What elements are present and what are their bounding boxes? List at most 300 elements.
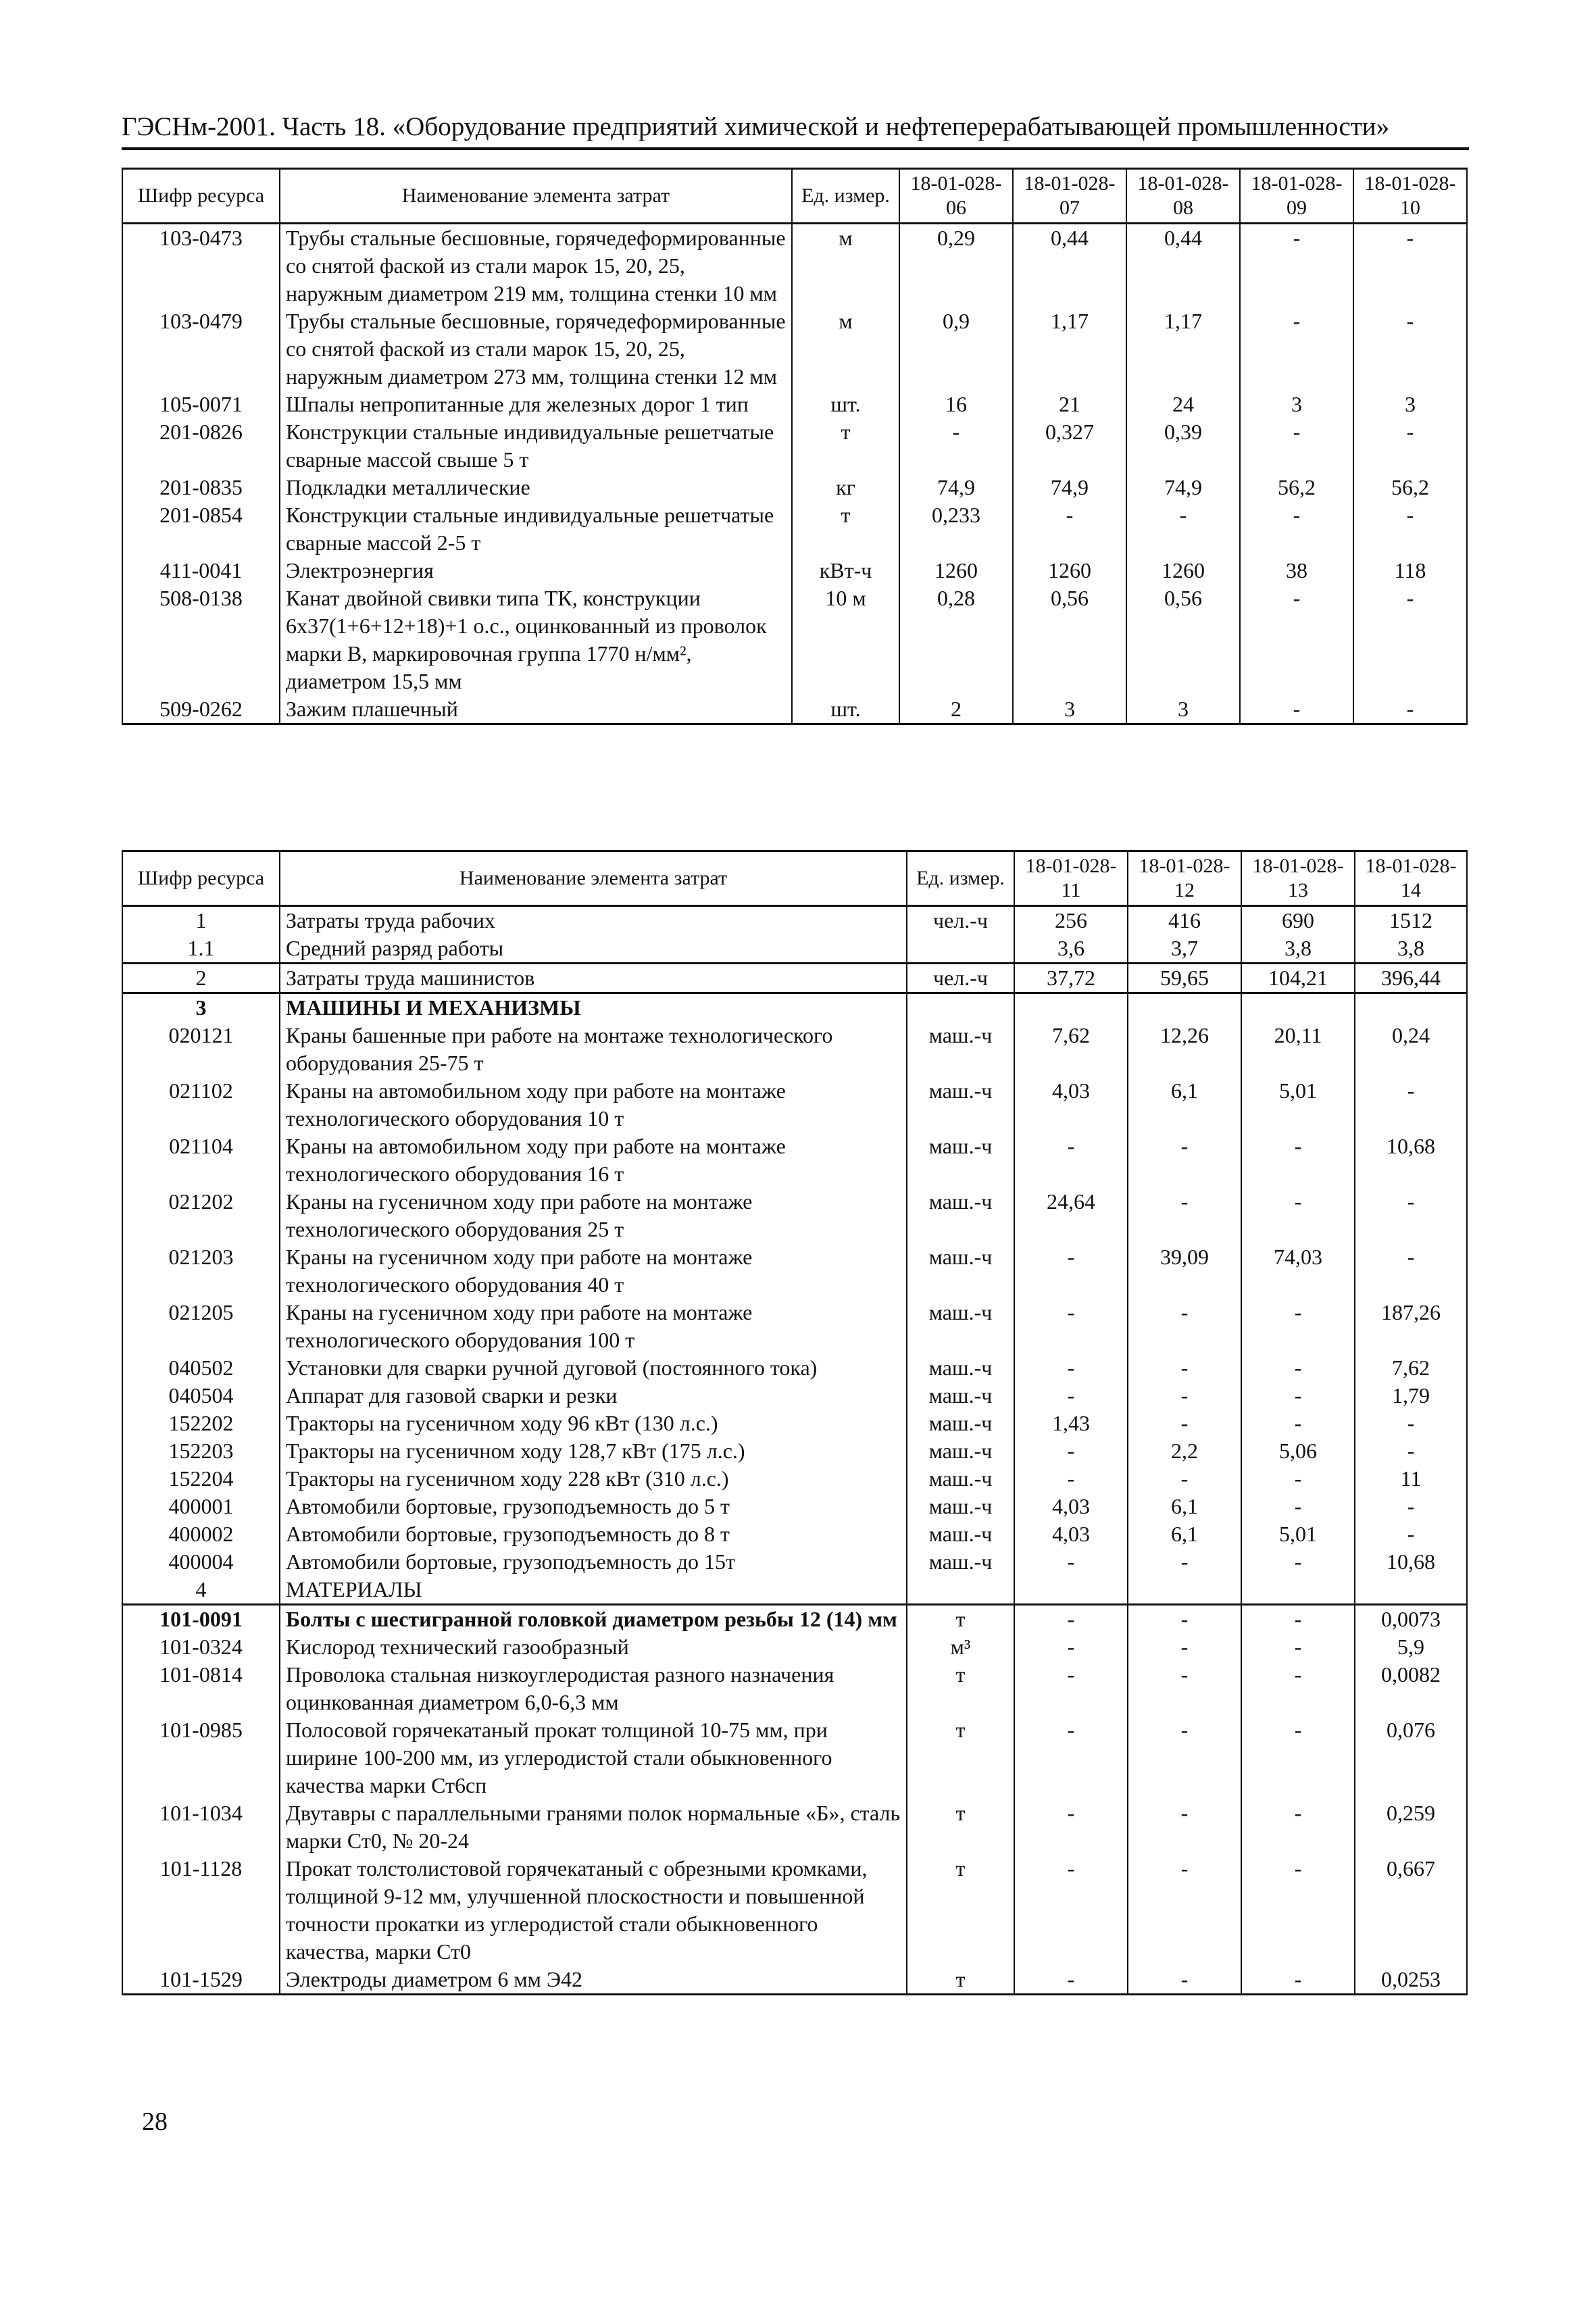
value-cell: - [1014, 1966, 1128, 1995]
table-row [122, 557, 1467, 584]
value-cell: - [1128, 1855, 1241, 1966]
resource-code: 040504 [122, 1382, 280, 1410]
value-cell: - [1241, 1855, 1355, 1966]
value-cell: - [1014, 1661, 1128, 1716]
resource-name: Тракторы на гусеничном ходу 96 кВт (130 л.с.) [280, 1410, 907, 1437]
unit-cell [907, 1576, 1014, 1605]
value-cell: - [1014, 1437, 1128, 1465]
resource-code: 152203 [122, 1437, 280, 1465]
value-cell: - [1241, 1410, 1355, 1437]
resource-code: 021104 [122, 1132, 280, 1188]
value-cell [1014, 1576, 1128, 1605]
page-number: 28 [142, 2108, 168, 2136]
unit-cell: кВт-ч [792, 557, 899, 584]
value-cell: - [1126, 501, 1240, 557]
value-cell: 1260 [1126, 557, 1240, 584]
resource-name: Тракторы на гусеничном ходу 228 кВт (310 л.с.) [280, 1465, 907, 1493]
unit-cell: маш.-ч [907, 1465, 1014, 1493]
table-row [122, 418, 1467, 474]
resources-table-1 [122, 168, 1468, 725]
value-cell: 1,17 [1013, 307, 1126, 391]
value-cell: 16 [899, 391, 1013, 418]
resource-name: Краны на автомобильном ходу при работе на монтаже технологического оборудования 16 т [280, 1132, 907, 1188]
value-cell: - [1353, 695, 1467, 724]
value-cell: 6,1 [1128, 1493, 1241, 1520]
unit-cell: маш.-ч [907, 1077, 1014, 1132]
value-cell: 5,01 [1241, 1077, 1355, 1132]
unit-cell: т [907, 1716, 1014, 1799]
unit-cell: т [792, 501, 899, 557]
table-row [122, 307, 1467, 391]
table-row [122, 1243, 1467, 1299]
unit-cell: шт. [792, 695, 899, 724]
unit-cell [907, 993, 1014, 1022]
col-header-code: Шифр ресурса [122, 851, 280, 906]
value-cell: 0,0073 [1355, 1605, 1467, 1634]
value-cell: 3,7 [1128, 935, 1241, 964]
value-cell: 6,1 [1128, 1077, 1241, 1132]
value-cell: 0,24 [1355, 1022, 1467, 1077]
value-cell: 7,62 [1014, 1022, 1128, 1077]
unit-cell: т [907, 1605, 1014, 1634]
unit-cell: т [907, 1966, 1014, 1995]
value-cell: - [1355, 1077, 1467, 1132]
unit-cell: м³ [907, 1633, 1014, 1661]
resource-code: 1 [122, 906, 280, 935]
resource-name: Конструкции стальные индивидуальные решетчатые сварные массой свыше 5 т [280, 418, 792, 474]
resource-code: 2 [122, 964, 280, 993]
table-row [122, 391, 1467, 418]
value-cell: - [1014, 1799, 1128, 1855]
value-cell: - [1240, 695, 1353, 724]
unit-cell: маш.-ч [907, 1243, 1014, 1299]
resource-code: 101-1034 [122, 1799, 280, 1855]
resource-name: Аппарат для газовой сварки и резки [280, 1382, 907, 1410]
value-cell: - [1013, 501, 1126, 557]
value-cell: 1260 [899, 557, 1013, 584]
value-cell: 24 [1126, 391, 1240, 418]
table-row [122, 1299, 1467, 1354]
resource-name: Краны на гусеничном ходу при работе на монтаже технологического оборудования 100 т [280, 1299, 907, 1354]
value-cell: - [1240, 307, 1353, 391]
value-cell: - [1241, 1382, 1355, 1410]
page-header: ГЭСНм-2001. Часть 18. «Оборудование предприятий химической и нефтеперерабатывающей промышленности» [122, 107, 1469, 150]
value-cell: 187,26 [1355, 1299, 1467, 1354]
table-row [122, 1132, 1467, 1188]
col-header-unit: Ед. измер. [792, 169, 899, 224]
col-header-name: Наименование элемента затрат [280, 851, 907, 906]
value-cell: 0,29 [899, 224, 1013, 308]
unit-cell: чел.-ч [907, 906, 1014, 935]
value-cell: - [1128, 1188, 1241, 1243]
resource-code: 152202 [122, 1410, 280, 1437]
resource-name: Трубы стальные бесшовные, горячедеформированные со снятой фаской из стали марок 15, 20, 25, наружным диаметром 273 мм, толщина стенки 12 мм [280, 307, 792, 391]
table-row [122, 993, 1467, 1022]
unit-cell [907, 935, 1014, 964]
value-cell: 0,28 [899, 584, 1013, 695]
unit-cell: маш.-ч [907, 1022, 1014, 1077]
resource-code: 201-0854 [122, 501, 280, 557]
value-cell: 37,72 [1014, 964, 1128, 993]
value-cell: 3 [1353, 391, 1467, 418]
unit-cell: м [792, 307, 899, 391]
value-cell: 104,21 [1241, 964, 1355, 993]
col-header-value: 18-01-028-06 [899, 169, 1013, 224]
value-cell: 256 [1014, 906, 1128, 935]
resource-code: 4 [122, 1576, 280, 1605]
table-row [122, 501, 1467, 557]
unit-cell: кг [792, 474, 899, 501]
section-heading: МАШИНЫ И МЕХАНИЗМЫ [280, 993, 907, 1022]
value-cell: - [1014, 1716, 1128, 1799]
value-cell: 59,65 [1128, 964, 1241, 993]
value-cell: 0,44 [1013, 224, 1126, 308]
resource-name: Трубы стальные бесшовные, горячедеформированные со снятой фаской из стали марок 15, 20, 25, наружным диаметром 219 мм, толщина стенки 10 мм [280, 224, 792, 308]
value-cell: - [1241, 1493, 1355, 1520]
value-cell: - [1128, 1661, 1241, 1716]
value-cell: - [1355, 1493, 1467, 1520]
value-cell: - [1353, 418, 1467, 474]
resource-name: Полосовой горячекатаный прокат толщиной 10-75 мм, при ширине 100-200 мм, из углеродистой стали обыкновенного качества марки Ст6сп [280, 1716, 907, 1799]
resource-code: 020121 [122, 1022, 280, 1077]
value-cell: 0,0253 [1355, 1966, 1467, 1995]
value-cell: 1512 [1355, 906, 1467, 935]
col-header-value: 18-01-028-07 [1013, 169, 1126, 224]
col-header-value: 18-01-028-10 [1353, 169, 1467, 224]
unit-cell: т [907, 1799, 1014, 1855]
unit-cell: т [907, 1855, 1014, 1966]
value-cell: 0,327 [1013, 418, 1126, 474]
value-cell: - [1128, 1716, 1241, 1799]
table-row [122, 935, 1467, 964]
unit-cell: маш.-ч [907, 1354, 1014, 1382]
value-cell: - [1128, 1548, 1241, 1576]
value-cell: - [1241, 1354, 1355, 1382]
col-header-value: 18-01-028-08 [1126, 169, 1240, 224]
value-cell: 12,26 [1128, 1022, 1241, 1077]
value-cell: - [1241, 1465, 1355, 1493]
table-row [122, 1382, 1467, 1410]
value-cell: 3,6 [1014, 935, 1128, 964]
value-cell: - [899, 418, 1013, 474]
resource-name: Прокат толстолистовой горячекатаный с обрезными кромками, толщиной 9-12 мм, улучшенной плоскостности и повышенной точности прокатки из углеродистой стали обыкновенного качества, марки Ст0 [280, 1855, 907, 1966]
unit-cell: маш.-ч [907, 1299, 1014, 1354]
value-cell: 0,56 [1013, 584, 1126, 695]
value-cell: 7,62 [1355, 1354, 1467, 1382]
table2-header-row [122, 851, 1467, 906]
value-cell: 1260 [1013, 557, 1126, 584]
value-cell: - [1014, 1465, 1128, 1493]
unit-cell: т [792, 418, 899, 474]
value-cell: 4,03 [1014, 1077, 1128, 1132]
value-cell: 3 [1240, 391, 1353, 418]
resource-name: Подкладки металлические [280, 474, 792, 501]
table-row [122, 964, 1467, 993]
col-header-value: 18-01-028-11 [1014, 851, 1128, 906]
value-cell: - [1241, 1661, 1355, 1716]
resource-name: Средний разряд работы [280, 935, 907, 964]
resource-code: 400004 [122, 1548, 280, 1576]
resource-name: Канат двойной свивки типа ТК, конструкции 6х37(1+6+12+18)+1 о.с., оцинкованный из проволок марки В, маркировочная группа 1770 н/мм², диаметром 15,5 мм [280, 584, 792, 695]
resource-code: 400001 [122, 1493, 280, 1520]
value-cell [1355, 1576, 1467, 1605]
value-cell: - [1128, 1966, 1241, 1995]
resource-name: Электроэнергия [280, 557, 792, 584]
value-cell: - [1241, 1966, 1355, 1995]
value-cell: 396,44 [1355, 964, 1467, 993]
value-cell: 0,259 [1355, 1799, 1467, 1855]
value-cell: 0,44 [1126, 224, 1240, 308]
value-cell: - [1353, 224, 1467, 308]
value-cell: 2,2 [1128, 1437, 1241, 1465]
unit-cell: 10 м [792, 584, 899, 695]
table-row [122, 1576, 1467, 1605]
table-row [122, 1022, 1467, 1077]
resource-name: Краны на гусеничном ходу при работе на монтаже технологического оборудования 25 т [280, 1188, 907, 1243]
value-cell [1128, 993, 1241, 1022]
value-cell: 74,03 [1241, 1243, 1355, 1299]
table-row [122, 1548, 1467, 1576]
value-cell: 416 [1128, 906, 1241, 935]
unit-cell: маш.-ч [907, 1437, 1014, 1465]
resource-code: 101-0324 [122, 1633, 280, 1661]
value-cell: - [1014, 1633, 1128, 1661]
value-cell: - [1128, 1799, 1241, 1855]
table-row [122, 1188, 1467, 1243]
value-cell: 56,2 [1240, 474, 1353, 501]
table-row [122, 1855, 1467, 1966]
table-row [122, 1633, 1467, 1661]
value-cell: - [1014, 1299, 1128, 1354]
resource-name: Тракторы на гусеничном ходу 128,7 кВт (175 л.с.) [280, 1437, 907, 1465]
table-row [122, 474, 1467, 501]
value-cell: - [1128, 1382, 1241, 1410]
table-row [122, 1966, 1467, 1995]
table1-header-row [122, 169, 1467, 224]
value-cell: - [1128, 1132, 1241, 1188]
unit-cell: маш.-ч [907, 1520, 1014, 1548]
table-row [122, 1077, 1467, 1132]
value-cell: 0,9 [899, 307, 1013, 391]
value-cell: - [1241, 1299, 1355, 1354]
resource-name: Затраты труда машинистов [280, 964, 907, 993]
table-row [122, 584, 1467, 695]
value-cell: 690 [1241, 906, 1355, 935]
value-cell: 74,9 [899, 474, 1013, 501]
value-cell: - [1014, 1354, 1128, 1382]
resource-code: 3 [122, 993, 280, 1022]
value-cell: - [1240, 501, 1353, 557]
value-cell: 5,01 [1241, 1520, 1355, 1548]
unit-cell: чел.-ч [907, 964, 1014, 993]
value-cell: 0,076 [1355, 1716, 1467, 1799]
value-cell: - [1014, 1548, 1128, 1576]
value-cell: - [1014, 1132, 1128, 1188]
value-cell: - [1353, 584, 1467, 695]
resource-code: 152204 [122, 1465, 280, 1493]
value-cell: 56,2 [1353, 474, 1467, 501]
unit-cell: маш.-ч [907, 1382, 1014, 1410]
value-cell: 24,64 [1014, 1188, 1128, 1243]
resource-code: 103-0479 [122, 307, 280, 391]
value-cell: 1,79 [1355, 1382, 1467, 1410]
table-row [122, 1493, 1467, 1520]
resource-code: 105-0071 [122, 391, 280, 418]
value-cell: 2 [899, 695, 1013, 724]
resource-name: Двутавры с параллельными гранями полок нормальные «Б», сталь марки Ст0, № 20-24 [280, 1799, 907, 1855]
value-cell: 1,17 [1126, 307, 1240, 391]
resource-code: 508-0138 [122, 584, 280, 695]
resource-name: Автомобили бортовые, грузоподъемность до 8 т [280, 1520, 907, 1548]
unit-cell: т [907, 1661, 1014, 1716]
value-cell: 21 [1013, 391, 1126, 418]
value-cell: - [1128, 1299, 1241, 1354]
value-cell: - [1240, 418, 1353, 474]
resource-code: 1.1 [122, 935, 280, 964]
value-cell: 20,11 [1241, 1022, 1355, 1077]
value-cell: 4,03 [1014, 1520, 1128, 1548]
resource-code: 411-0041 [122, 557, 280, 584]
value-cell: 5,06 [1241, 1437, 1355, 1465]
resource-name: Краны на гусеничном ходу при работе на монтаже технологического оборудования 40 т [280, 1243, 907, 1299]
table-row [122, 1716, 1467, 1799]
value-cell: 1,43 [1014, 1410, 1128, 1437]
resource-name: Затраты труда рабочих [280, 906, 907, 935]
value-cell: 10,68 [1355, 1548, 1467, 1576]
value-cell: - [1128, 1465, 1241, 1493]
value-cell: - [1014, 1243, 1128, 1299]
unit-cell: маш.-ч [907, 1493, 1014, 1520]
value-cell: 4,03 [1014, 1493, 1128, 1520]
value-cell: 6,1 [1128, 1520, 1241, 1548]
resource-name: МАТЕРИАЛЫ [280, 1576, 907, 1605]
table-row [122, 1799, 1467, 1855]
resource-name: Зажим плашечный [280, 695, 792, 724]
value-cell: 118 [1353, 557, 1467, 584]
resource-code: 021205 [122, 1299, 280, 1354]
value-cell: - [1128, 1605, 1241, 1634]
unit-cell: маш.-ч [907, 1548, 1014, 1576]
col-header-value: 18-01-028-09 [1240, 169, 1353, 224]
value-cell [1014, 993, 1128, 1022]
unit-cell: маш.-ч [907, 1410, 1014, 1437]
value-cell [1241, 993, 1355, 1022]
value-cell: 3 [1013, 695, 1126, 724]
value-cell: - [1353, 307, 1467, 391]
resource-code: 201-0826 [122, 418, 280, 474]
value-cell: - [1355, 1520, 1467, 1548]
value-cell [1241, 1576, 1355, 1605]
value-cell: - [1240, 584, 1353, 695]
resource-code: 101-0814 [122, 1661, 280, 1716]
value-cell: 74,9 [1126, 474, 1240, 501]
value-cell [1128, 1576, 1241, 1605]
table-row [122, 1410, 1467, 1437]
table-row [122, 1437, 1467, 1465]
col-header-value: 18-01-028-13 [1241, 851, 1355, 906]
value-cell: 38 [1240, 557, 1353, 584]
resource-code: 101-0091 [122, 1605, 280, 1634]
resource-code: 021202 [122, 1188, 280, 1243]
resource-code: 509-0262 [122, 695, 280, 724]
value-cell: 5,9 [1355, 1633, 1467, 1661]
value-cell: - [1355, 1410, 1467, 1437]
value-cell: 74,9 [1013, 474, 1126, 501]
unit-cell: шт. [792, 391, 899, 418]
value-cell [1355, 993, 1467, 1022]
value-cell: - [1241, 1716, 1355, 1799]
col-header-unit: Ед. измер. [907, 851, 1014, 906]
col-header-value: 18-01-028-12 [1128, 851, 1241, 906]
table-row [122, 695, 1467, 724]
value-cell: - [1241, 1188, 1355, 1243]
resource-code: 021102 [122, 1077, 280, 1132]
col-header-value: 18-01-028-14 [1355, 851, 1467, 906]
value-cell: - [1014, 1855, 1128, 1966]
value-cell: - [1241, 1548, 1355, 1576]
value-cell: - [1128, 1354, 1241, 1382]
table-row [122, 224, 1467, 308]
value-cell: 0,233 [899, 501, 1013, 557]
resource-name: Автомобили бортовые, грузоподъемность до 15т [280, 1548, 907, 1576]
resource-code: 101-1128 [122, 1855, 280, 1966]
resource-code: 103-0473 [122, 224, 280, 308]
resource-code: 040502 [122, 1354, 280, 1382]
resource-code: 021203 [122, 1243, 280, 1299]
resource-name: Кислород технический газообразный [280, 1633, 907, 1661]
value-cell: 11 [1355, 1465, 1467, 1493]
resource-name: Электроды диаметром 6 мм Э42 [280, 1966, 907, 1995]
value-cell: 0,39 [1126, 418, 1240, 474]
table-row [122, 1465, 1467, 1493]
value-cell: - [1241, 1799, 1355, 1855]
resource-name: Проволока стальная низкоуглеродистая разного назначения оцинкованная диаметром 6,0-6,3 мм [280, 1661, 907, 1716]
value-cell: - [1128, 1410, 1241, 1437]
value-cell: 0,0082 [1355, 1661, 1467, 1716]
resource-code: 400002 [122, 1520, 280, 1548]
value-cell: - [1240, 224, 1353, 308]
table-row [122, 906, 1467, 935]
col-header-code: Шифр ресурса [122, 169, 280, 224]
resource-name: Краны башенные при работе на монтаже технологического оборудования 25-75 т [280, 1022, 907, 1077]
resource-code: 201-0835 [122, 474, 280, 501]
unit-cell: маш.-ч [907, 1188, 1014, 1243]
value-cell: 0,667 [1355, 1855, 1467, 1966]
resource-name: Установки для сварки ручной дуговой (постоянного тока) [280, 1354, 907, 1382]
value-cell: - [1014, 1382, 1128, 1410]
resources-table-2 [122, 850, 1468, 1995]
table-row [122, 1661, 1467, 1716]
resource-name: Автомобили бортовые, грузоподъемность до 5 т [280, 1493, 907, 1520]
value-cell: 3,8 [1355, 935, 1467, 964]
value-cell: 39,09 [1128, 1243, 1241, 1299]
value-cell: - [1355, 1188, 1467, 1243]
value-cell: - [1128, 1633, 1241, 1661]
resource-code: 101-0985 [122, 1716, 280, 1799]
value-cell: - [1355, 1243, 1467, 1299]
resource-name: Шпалы непропитанные для железных дорог 1 тип [280, 391, 792, 418]
value-cell: - [1014, 1605, 1128, 1634]
unit-cell: м [792, 224, 899, 308]
table-row [122, 1520, 1467, 1548]
value-cell: 10,68 [1355, 1132, 1467, 1188]
value-cell: - [1353, 501, 1467, 557]
value-cell: - [1241, 1132, 1355, 1188]
value-cell: 3,8 [1241, 935, 1355, 964]
resource-name: Конструкции стальные индивидуальные решетчатые сварные массой 2-5 т [280, 501, 792, 557]
unit-cell: маш.-ч [907, 1132, 1014, 1188]
value-cell: - [1241, 1633, 1355, 1661]
